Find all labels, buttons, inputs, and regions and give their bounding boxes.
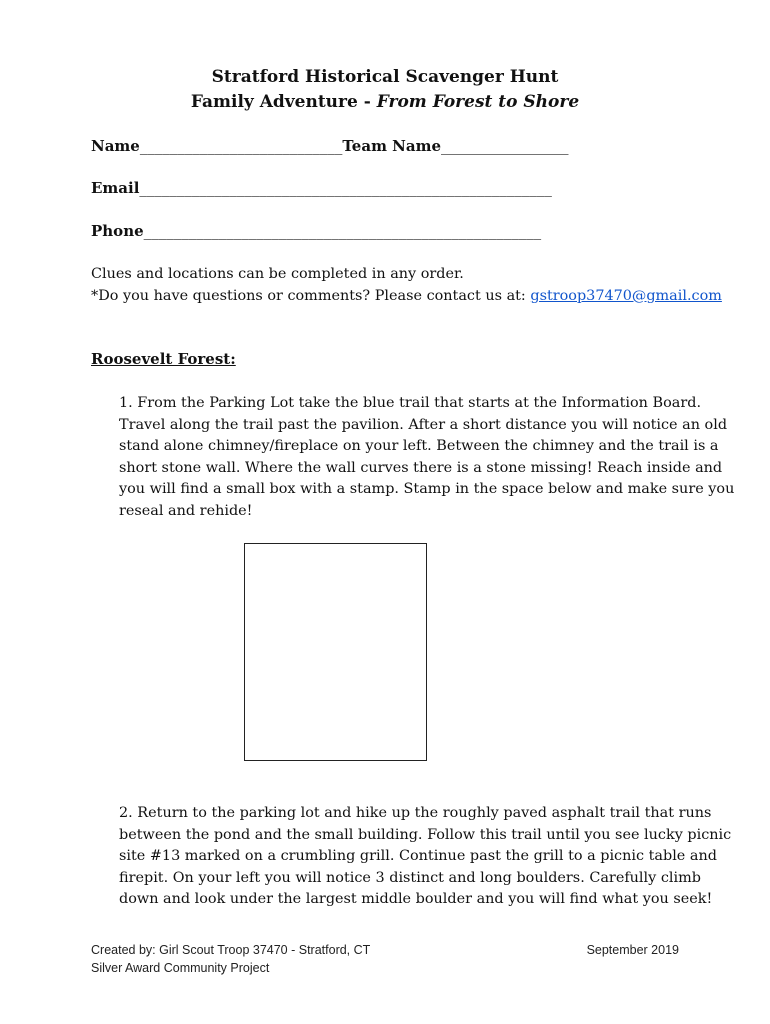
clue-line: 1. From the Parking Lot take the blue trail that starts at the Information Board. bbox=[119, 395, 702, 411]
name-label: Name bbox=[91, 137, 140, 155]
clue-line: 2. Return to the parking lot and hike up the roughly paved asphalt trail that runs bbox=[119, 805, 712, 821]
intro-text bbox=[91, 264, 722, 307]
intro-line-1: Clues and locations can be completed in any order. bbox=[91, 266, 464, 282]
clue-line: site #13 marked on a crumbling grill. Continue past the grill to a picnic table and bbox=[119, 848, 717, 864]
clue-line: down and look under the largest middle boulder and you will find what you seek! bbox=[119, 891, 713, 907]
footer-created-by: Created by: Girl Scout Troop 37470 - Stratford, CT bbox=[91, 943, 371, 957]
phone-row bbox=[91, 222, 541, 240]
clue-2 bbox=[119, 803, 732, 911]
name-row bbox=[91, 137, 569, 155]
team-name-label: Team Name bbox=[342, 137, 442, 155]
email-label: Email bbox=[91, 179, 140, 197]
clue-1 bbox=[119, 393, 735, 522]
stamp-box bbox=[244, 543, 427, 761]
document-subtitle bbox=[0, 92, 770, 112]
name-field[interactable]: ___________________________ bbox=[139, 137, 343, 155]
intro-line-2 bbox=[91, 286, 722, 308]
email-row bbox=[91, 179, 552, 197]
subtitle-prefix: Family Adventure - bbox=[190, 92, 377, 112]
contact-prompt: *Do you have questions or comments? Please contact us at: bbox=[91, 287, 531, 304]
phone-label: Phone bbox=[91, 222, 144, 240]
document-title: Stratford Historical Scavenger Hunt bbox=[211, 67, 559, 87]
clue-line: stand alone chimney/fireplace on your left. Between the chimney and the trail is a bbox=[119, 438, 719, 454]
section-heading: Roosevelt Forest: bbox=[91, 350, 236, 368]
team-name-field[interactable]: _________________ bbox=[441, 137, 569, 155]
clue-line: short stone wall. Where the wall curves there is a stone missing! Reach inside and bbox=[119, 459, 723, 476]
subtitle-italic: From Forest to Shore bbox=[376, 92, 580, 112]
email-field[interactable]: _______________________________________________________ bbox=[139, 179, 552, 197]
phone-field[interactable]: _____________________________________________________ bbox=[143, 222, 542, 240]
clue-line: firepit. On your left you will notice 3 distinct and long boulders. Carefully climb bbox=[119, 869, 701, 886]
clue-line: Travel along the trail past the pavilion. After a short distance you will notice an old bbox=[119, 416, 728, 433]
contact-email-link[interactable]: gstroop37470@gmail.com bbox=[530, 287, 722, 304]
clue-line: between the pond and the small building. Follow this trail until you see lucky picnic bbox=[119, 826, 732, 843]
clue-line: you will find a small box with a stamp. Stamp in the space below and make sure you bbox=[119, 481, 735, 497]
footer-date: September 2019 bbox=[586, 943, 679, 957]
clue-line: reseal and rehide! bbox=[119, 502, 253, 519]
footer-project: Silver Award Community Project bbox=[91, 961, 270, 975]
